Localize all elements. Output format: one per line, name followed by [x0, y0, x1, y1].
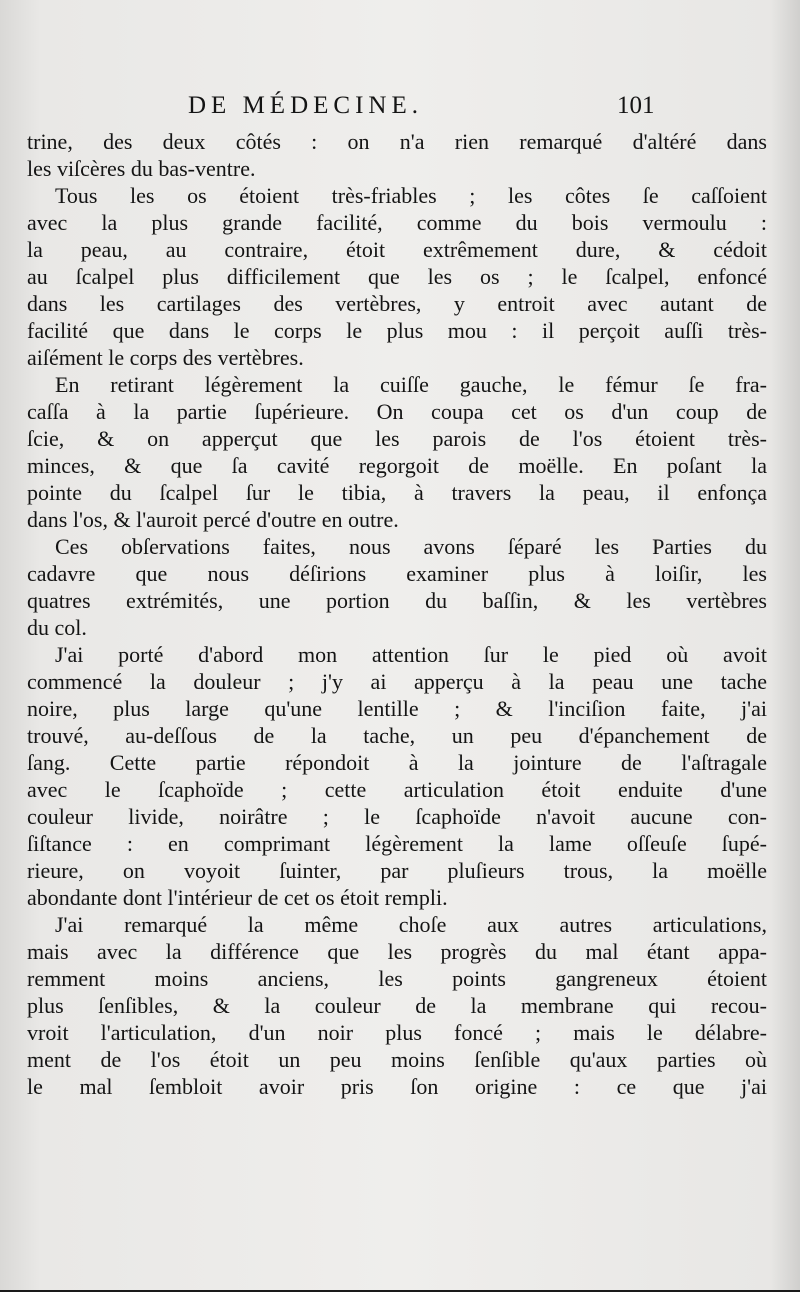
- text-line: caſſa à la partie ſupérieure. On coupa cet os d'un coup de: [27, 399, 767, 424]
- text-line: dans l'os, & l'auroit percé d'outre en outre.: [27, 507, 399, 532]
- text-line: ſiſtance : en comprimant légèrement la lame oſſeuſe ſupé-: [27, 831, 767, 856]
- text-line: remment moins anciens, les points gangreneux étoient: [27, 966, 767, 991]
- text-line: Tous les os étoient très-friables ; les côtes ſe caſſoient: [55, 183, 767, 208]
- text-line: En retirant légèrement la cuiſſe gauche, le fémur ſe fra-: [55, 372, 767, 397]
- text-line: ment de l'os étoit un peu moins ſenſible qu'aux parties où: [27, 1047, 767, 1072]
- text-line: le mal ſembloit avoir pris ſon origine : ce que j'ai: [27, 1074, 767, 1099]
- page-number: 101: [617, 92, 655, 119]
- text-line: les viſcères du bas-ventre.: [27, 156, 256, 181]
- text-line: facilité que dans le corps le plus mou : il perçoit auſſi très-: [27, 318, 767, 343]
- text-line: plus ſenſibles, & la couleur de la membrane qui recou-: [27, 993, 767, 1018]
- text-line: abondante dont l'intérieur de cet os étoit rempli.: [27, 885, 448, 910]
- text-line: avec la plus grande facilité, comme du bois vermoulu :: [27, 210, 767, 235]
- text-line: J'ai remarqué la même choſe aux autres articulations,: [55, 912, 767, 937]
- text-line: aiſément le corps des vertèbres.: [27, 345, 304, 370]
- text-line: Ces obſervations faites, nous avons ſéparé les Parties du: [55, 534, 767, 559]
- text-line: du col.: [27, 615, 87, 640]
- body-text: [27, 128, 767, 1100]
- text-line: au ſcalpel plus difficilement que les os ; le ſcalpel, enfoncé: [27, 264, 767, 289]
- text-line: pointe du ſcalpel ſur le tibia, à travers la peau, il enfonça: [27, 480, 767, 505]
- running-title: DE MÉDECINE.: [188, 92, 423, 119]
- text-line: mais avec la différence que les progrès du mal étant appa-: [27, 939, 767, 964]
- page-header: [0, 92, 800, 128]
- text-line: quatres extrémités, une portion du baſſin, & les vertèbres: [27, 588, 767, 613]
- text-line: J'ai porté d'abord mon attention ſur le pied où avoit: [55, 642, 767, 667]
- text-line: minces, & que ſa cavité regorgoit de moëlle. En poſant la: [27, 453, 767, 478]
- text-line: ſcie, & on apperçut que les parois de l'os étoient très-: [27, 426, 767, 451]
- text-line: la peau, au contraire, étoit extrêmement dure, & cédoit: [27, 237, 767, 262]
- text-line: trine, des deux côtés : on n'a rien remarqué d'altéré dans: [27, 129, 767, 154]
- text-line: commencé la douleur ; j'y ai apperçu à la peau une tache: [27, 669, 767, 694]
- text-line: dans les cartilages des vertèbres, y entroit avec autant de: [27, 291, 767, 316]
- text-line: noire, plus large qu'une lentille ; & l'inciſion faite, j'ai: [27, 696, 767, 721]
- text-line: rieure, on voyoit ſuinter, par pluſieurs trous, la moëlle: [27, 858, 767, 883]
- text-line: avec le ſcaphoïde ; cette articulation étoit enduite d'une: [27, 777, 767, 802]
- text-line: vroit l'articulation, d'un noir plus foncé ; mais le délabre-: [27, 1020, 767, 1045]
- text-line: ſang. Cette partie répondoit à la jointure de l'aſtragale: [27, 750, 767, 775]
- text-line: couleur livide, noirâtre ; le ſcaphoïde n'avoit aucune con-: [27, 804, 767, 829]
- text-line: cadavre que nous déſirions examiner plus à loiſir, les: [27, 561, 767, 586]
- text-line: trouvé, au-deſſous de la tache, un peu d'épanchement de: [27, 723, 767, 748]
